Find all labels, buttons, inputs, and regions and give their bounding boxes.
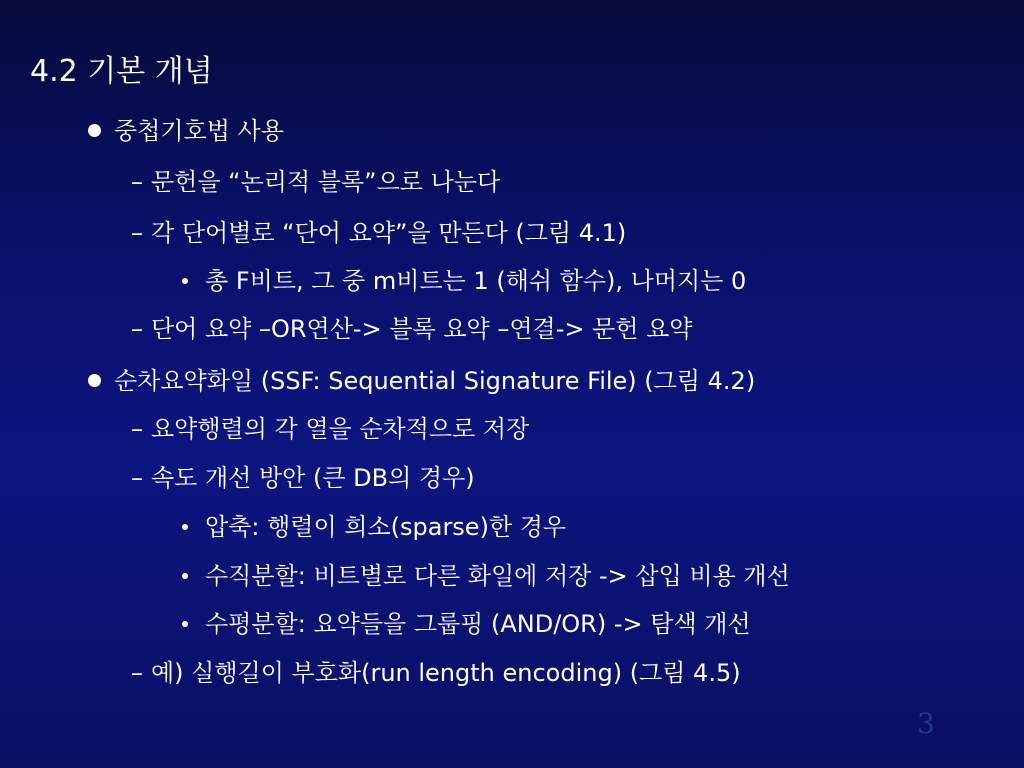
dash-text: 단어 요약 –OR연산-> 블록 요약 –연결-> 문헌 요약 [151, 315, 693, 343]
sub-bullet-text: 총 F비트, 그 중 m비트는 1 (해쉬 함수), 나머지는 0 [205, 267, 747, 295]
sub-bullet-item [182, 560, 790, 592]
dash-icon: – [131, 415, 143, 443]
sub-bullet-item [182, 511, 566, 543]
bullet-icon [88, 374, 101, 387]
slide-title: 4.2 기본 개념 [30, 54, 213, 89]
dash-icon: – [131, 464, 143, 492]
dash-icon: – [131, 659, 143, 687]
dash-item [131, 413, 529, 445]
dash-text: 속도 개선 방안 (큰 DB의 경우) [151, 464, 475, 492]
dash-icon: – [131, 315, 143, 343]
sub-bullet-item [182, 608, 751, 640]
page-number: 3 [917, 707, 935, 740]
sub-bullet-icon [182, 573, 188, 579]
dash-item [131, 462, 475, 494]
sub-bullet-icon [182, 278, 188, 284]
dash-text: 예) 실행길이 부호화(run length encoding) (그림 4.5) [151, 659, 741, 687]
bullet-text: 순차요약화일 (SSF: Sequential Signature File) (그림 4.2) [114, 367, 756, 395]
dash-item [131, 166, 500, 198]
dash-item [131, 657, 741, 689]
sub-bullet-icon [182, 524, 188, 530]
dash-text: 각 단어별로 “단어 요약”을 만든다 (그림 4.1) [151, 219, 627, 247]
dash-item [131, 313, 692, 345]
sub-bullet-icon [182, 621, 188, 627]
dash-icon: – [131, 168, 143, 196]
dash-item [131, 217, 626, 249]
bullet-text: 중첩기호법 사용 [114, 117, 284, 145]
dash-text: 요약행렬의 각 열을 순차적으로 저장 [151, 415, 530, 443]
sub-bullet-text: 압축: 행렬이 희소(sparse)한 경우 [205, 513, 567, 541]
bullet-item [88, 115, 284, 147]
sub-bullet-text: 수직분할: 비트별로 다른 화일에 저장 -> 삽입 비용 개선 [205, 562, 790, 590]
dash-text: 문헌을 “논리적 블록”으로 나눈다 [151, 168, 501, 196]
sub-bullet-item [182, 265, 746, 297]
dash-icon: – [131, 219, 143, 247]
bullet-icon [88, 124, 101, 137]
bullet-item [88, 365, 755, 397]
sub-bullet-text: 수평분할: 요약들을 그룹핑 (AND/OR) -> 탐색 개선 [205, 610, 751, 638]
